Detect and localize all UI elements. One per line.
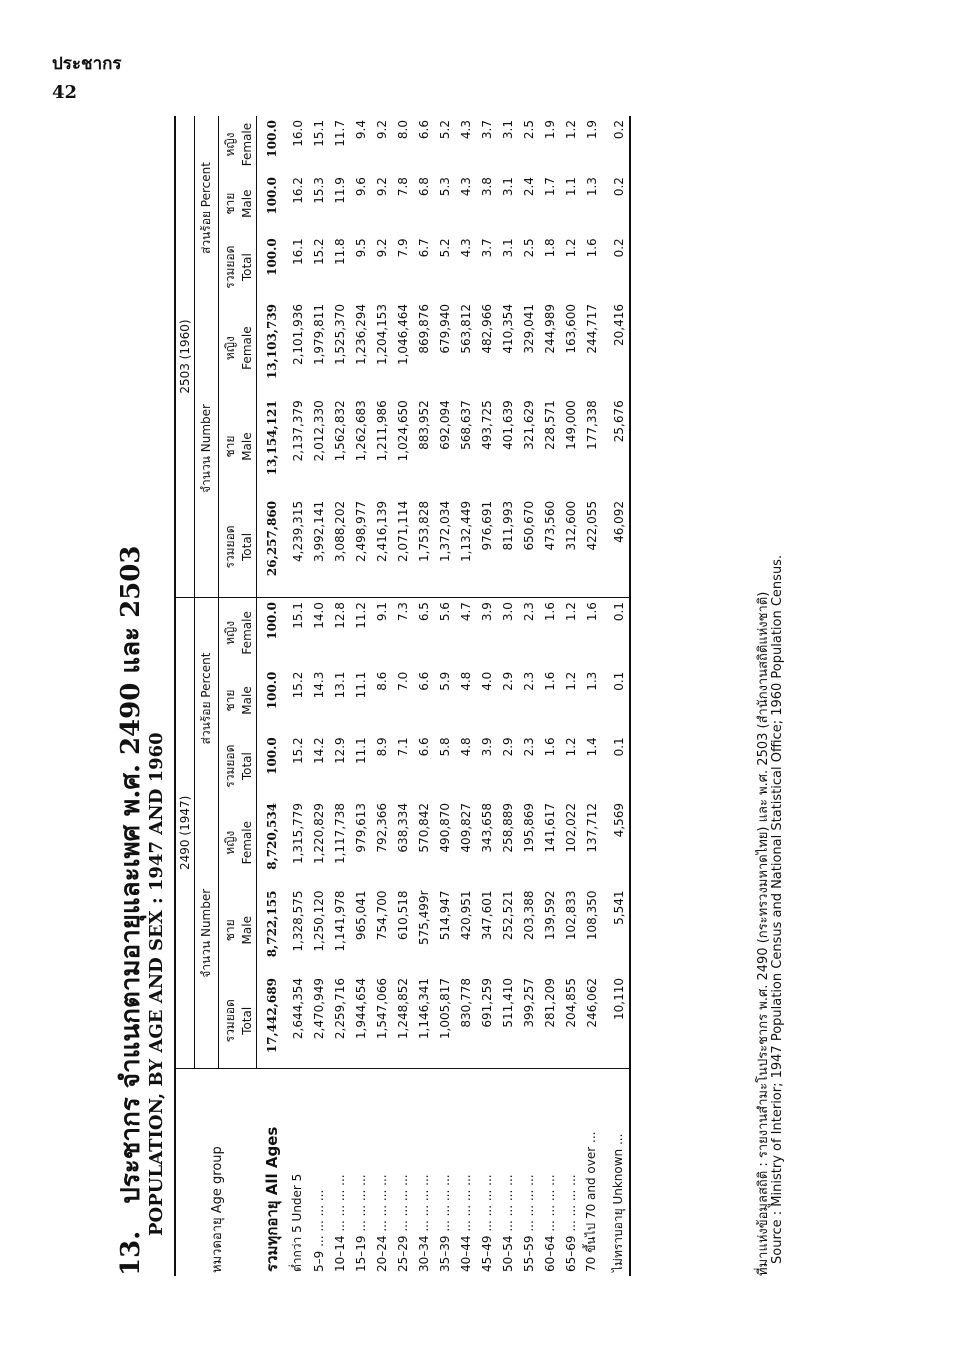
value-cell: 5.3 <box>437 177 452 197</box>
value-cell: 3.9 <box>479 737 494 757</box>
value-cell: 811,993 <box>497 497 518 598</box>
table-row <box>371 116 392 1276</box>
value-cell: 3.1 <box>500 238 515 258</box>
column-header-percent-1960-female <box>219 116 257 173</box>
value-cell: 5.2 <box>437 238 452 258</box>
year-header-1947: 2490 (1947) <box>175 598 195 1069</box>
column-header-percent-1960-male <box>219 173 257 234</box>
value-cell: 20,416 <box>611 303 626 346</box>
value-cell: 2.5 <box>521 238 536 258</box>
value-cell: 869,876 <box>416 303 431 354</box>
population-table <box>174 116 631 1276</box>
value-cell: 1.6 <box>542 602 557 622</box>
table-title-thai-text: ประชากร จำแนกตามอายุและเพศ พ.ศ. 2490 และ 2503 <box>116 545 146 1204</box>
value-cell: 1,525,370 <box>332 303 347 366</box>
value-cell: 1,132,449 <box>455 497 476 598</box>
column-header-number-1947-female <box>219 799 257 887</box>
value-cell: 638,334 <box>395 802 410 853</box>
value-cell: 246,062 <box>584 978 599 1028</box>
value-cell: 409,827 <box>458 802 473 853</box>
value-cell: 754,700 <box>374 890 389 941</box>
value-cell: 15.1 <box>290 602 305 629</box>
table-title-english: POPULATION, BY AGE AND SEX : 1947 AND 1960 <box>146 732 167 1236</box>
value-cell: 252,521 <box>500 890 515 941</box>
value-cell: 3.8 <box>479 177 494 197</box>
value-cell: 1.6 <box>542 737 557 757</box>
value-cell: 100.0 <box>265 737 279 775</box>
value-cell: 329,041 <box>521 303 536 354</box>
column-header-thai: ชาย <box>223 919 237 942</box>
age-group-cell: 30–34 ... ... ... ... <box>413 1068 434 1276</box>
value-cell: 5.2 <box>437 120 452 140</box>
value-cell: 1.6 <box>584 602 599 622</box>
value-cell: 14.3 <box>311 671 326 699</box>
value-cell: 570,842 <box>416 802 431 853</box>
value-cell: 312,600 <box>560 497 581 598</box>
value-cell: 12.8 <box>332 602 347 629</box>
age-group-cell: 5–9 ... ... ... ... <box>308 1068 329 1276</box>
value-cell: 11.7 <box>332 120 347 147</box>
value-cell: 2.5 <box>521 120 536 140</box>
age-group-cell: 15–19 ... ... ... ... <box>350 1068 371 1276</box>
page-header-word: ประชากร <box>52 54 122 74</box>
value-cell: 9.2 <box>374 120 389 140</box>
value-cell: 17,442,689 <box>265 978 279 1054</box>
column-header-number-1947-total <box>219 974 257 1068</box>
value-cell: 965,041 <box>353 890 368 941</box>
value-cell: 5.8 <box>437 737 452 757</box>
age-group-cell: 45–49 ... ... ... ... <box>476 1068 497 1276</box>
table-title-thai <box>110 116 146 1276</box>
table-row <box>392 116 413 1276</box>
value-cell: 6.6 <box>416 120 431 140</box>
value-cell: 1,024,650 <box>395 400 410 462</box>
value-cell: 15.3 <box>311 177 326 204</box>
column-header-thai: รวมยอด <box>223 245 237 289</box>
value-cell: 9.6 <box>353 177 368 197</box>
value-cell: 420,951 <box>458 890 473 941</box>
column-header-thai: หญิง <box>223 132 237 157</box>
value-cell: 2,498,977 <box>350 497 371 598</box>
value-cell: 244,989 <box>542 303 557 354</box>
value-cell: 2.3 <box>521 737 536 757</box>
value-cell: 399,257 <box>521 978 536 1028</box>
value-cell: 10,110 <box>611 978 626 1021</box>
value-cell: 1.8 <box>542 238 557 258</box>
value-cell: 6.5 <box>416 602 431 622</box>
value-cell: 141,617 <box>542 802 557 853</box>
age-group-cell: 40–44 ... ... ... ... <box>455 1068 476 1276</box>
column-header-english: Male <box>240 189 254 218</box>
value-cell: 11.1 <box>353 671 368 699</box>
value-cell: 1.3 <box>584 177 599 197</box>
value-cell: 1.4 <box>584 737 599 757</box>
value-cell: 1.7 <box>542 177 557 197</box>
value-cell: 1,146,341 <box>416 978 431 1040</box>
value-cell: 137,712 <box>584 802 599 853</box>
value-cell: 1.2 <box>563 120 578 140</box>
value-cell: 8,722,155 <box>265 890 279 958</box>
value-cell: 1,315,779 <box>290 802 305 865</box>
value-cell: 4,569 <box>611 802 626 838</box>
age-group-header: หมวดอายุ Age group <box>175 1068 257 1276</box>
page-number: 42 <box>52 82 78 103</box>
value-cell: 6.6 <box>416 671 431 691</box>
table-row-all-ages <box>257 116 288 1276</box>
value-cell: 1,141,978 <box>332 890 347 952</box>
value-cell: 3,992,141 <box>308 497 329 598</box>
value-cell: 6.6 <box>416 737 431 757</box>
value-cell: 5.6 <box>437 602 452 622</box>
value-cell: 108,350 <box>584 890 599 941</box>
column-header-english: Male <box>240 686 254 715</box>
table-row <box>539 116 560 1276</box>
column-header-number-1947-male <box>219 886 257 974</box>
value-cell: 177,338 <box>584 400 599 450</box>
column-header-number-1960-female <box>219 300 257 396</box>
percent-header-1947: ส่วนร้อย Percent <box>195 598 219 799</box>
value-cell: 9.4 <box>353 120 368 140</box>
value-cell: 13,103,739 <box>265 303 279 380</box>
value-cell: 12.9 <box>332 737 347 765</box>
value-cell: 25,676 <box>611 400 626 443</box>
column-header-thai: รวมยอด <box>223 744 237 788</box>
value-cell: 1,250,120 <box>311 890 326 952</box>
age-group-cell: 35–39 ... ... ... ... <box>434 1068 455 1276</box>
table-row <box>497 116 518 1276</box>
value-cell: 15.2 <box>290 737 305 765</box>
value-cell: 7.9 <box>395 238 410 258</box>
column-header-percent-1947-total <box>219 733 257 799</box>
value-cell: 204,855 <box>563 978 578 1028</box>
value-cell: 1,046,464 <box>395 303 410 366</box>
value-cell: 16.2 <box>290 177 305 204</box>
value-cell: 15.1 <box>311 120 326 147</box>
value-cell: 4.8 <box>458 737 473 757</box>
column-header-english: Total <box>240 532 254 561</box>
table-row <box>308 116 329 1276</box>
value-cell: 244,717 <box>584 303 599 354</box>
column-header-thai: หญิง <box>223 620 237 645</box>
value-cell: 8,720,534 <box>265 802 279 870</box>
column-header-english: Female <box>240 611 254 655</box>
column-header-percent-1947-female <box>219 598 257 668</box>
value-cell: 1.9 <box>542 120 557 140</box>
value-cell: 5,541 <box>611 890 626 925</box>
value-cell: 3.1 <box>500 120 515 140</box>
value-cell: 0.1 <box>611 602 626 622</box>
value-cell: 5.9 <box>437 671 452 691</box>
value-cell: 1,005,817 <box>437 978 452 1040</box>
value-cell: 511,410 <box>500 978 515 1028</box>
age-group-cell: 70 ขึ้นไป 70 and over ... <box>581 1068 602 1276</box>
value-cell: 2.4 <box>521 177 536 197</box>
value-cell: 1,262,683 <box>353 400 368 462</box>
value-cell: 1.6 <box>542 671 557 691</box>
value-cell: 9.5 <box>353 238 368 258</box>
value-cell: 100.0 <box>265 120 279 158</box>
column-header-english: Total <box>240 752 254 781</box>
value-cell: 102,833 <box>563 890 578 941</box>
value-cell: 14.0 <box>311 602 326 629</box>
value-cell: 482,966 <box>479 303 494 354</box>
value-cell: 3.1 <box>500 177 515 197</box>
value-cell: 14.2 <box>311 737 326 765</box>
column-header-percent-1960-total <box>219 234 257 300</box>
value-cell: 3,088,202 <box>329 497 350 598</box>
value-cell: 8.6 <box>374 671 389 691</box>
value-cell: 3.0 <box>500 602 515 622</box>
value-cell: 1,372,034 <box>434 497 455 598</box>
value-cell: 6.7 <box>416 238 431 258</box>
value-cell: 976,691 <box>476 497 497 598</box>
value-cell: 1,979,811 <box>311 303 326 366</box>
value-cell: 490,870 <box>437 802 452 853</box>
value-cell: 8.9 <box>374 737 389 757</box>
value-cell: 258,889 <box>500 802 515 853</box>
table-body <box>257 116 631 1276</box>
value-cell: 3.9 <box>479 602 494 622</box>
age-group-cell: ต่ำกว่า 5 Under 5 <box>287 1068 308 1276</box>
value-cell: 0.1 <box>611 671 626 691</box>
column-header-english: Male <box>240 916 254 945</box>
value-cell: 514,947 <box>437 890 452 941</box>
value-cell: 568,637 <box>458 400 473 450</box>
value-cell: 149,000 <box>563 400 578 450</box>
value-cell: 2,644,354 <box>290 978 305 1040</box>
value-cell: 4.3 <box>458 120 473 140</box>
value-cell: 321,629 <box>521 400 536 450</box>
value-cell: 2,071,114 <box>392 497 413 598</box>
value-cell: 1,944,654 <box>353 978 368 1040</box>
column-header-english: Male <box>240 432 254 461</box>
value-cell: 692,094 <box>437 400 452 450</box>
value-cell: 1,328,575 <box>290 890 305 952</box>
percent-header-1960: ส่วนร้อย Percent <box>195 116 219 300</box>
value-cell: 1.9 <box>584 120 599 140</box>
table-row <box>560 116 581 1276</box>
value-cell: 100.0 <box>265 238 279 276</box>
column-header-thai: รวมยอด <box>223 525 237 569</box>
age-group-cell: ไม่ทราบอายุ Unknown ... <box>602 1068 630 1276</box>
column-header-number-1960-total <box>219 497 257 598</box>
age-group-cell: 20–24 ... ... ... ... <box>371 1068 392 1276</box>
number-header-1947: จำนวน Number <box>195 799 219 1068</box>
value-cell: 15.2 <box>290 671 305 699</box>
value-cell: 11.1 <box>353 737 368 765</box>
value-cell: 4.3 <box>458 238 473 258</box>
value-cell: 4.3 <box>458 177 473 197</box>
value-cell: 493,725 <box>479 400 494 450</box>
value-cell: 228,571 <box>542 400 557 450</box>
value-cell: 575,499r <box>416 890 431 946</box>
value-cell: 1,248,852 <box>395 978 410 1040</box>
value-cell: 1,562,832 <box>332 400 347 462</box>
value-cell: 7.3 <box>395 602 410 622</box>
table-row <box>476 116 497 1276</box>
value-cell: 1,211,986 <box>374 400 389 462</box>
value-cell: 195,869 <box>521 802 536 853</box>
age-group-cell: 25–29 ... ... ... ... <box>392 1068 413 1276</box>
value-cell: 1.2 <box>563 602 578 622</box>
value-cell: 1.2 <box>563 238 578 258</box>
value-cell: 13,154,121 <box>265 400 279 476</box>
age-group-cell: 50–54 ... ... ... ... <box>497 1068 518 1276</box>
value-cell: 9.1 <box>374 602 389 622</box>
rotated-table-block <box>110 116 810 1276</box>
value-cell: 203,388 <box>521 890 536 941</box>
value-cell: 2,416,139 <box>371 497 392 598</box>
value-cell: 100.0 <box>265 671 279 710</box>
value-cell: 4,239,315 <box>287 497 308 598</box>
value-cell: 163,600 <box>563 303 578 354</box>
table-row <box>434 116 455 1276</box>
value-cell: 1,753,828 <box>413 497 434 598</box>
value-cell: 7.0 <box>395 671 410 691</box>
value-cell: 2,012,330 <box>311 400 326 462</box>
value-cell: 830,778 <box>458 978 473 1028</box>
value-cell: 343,658 <box>479 802 494 853</box>
column-header-english: Total <box>240 1006 254 1035</box>
table-row <box>350 116 371 1276</box>
value-cell: 9.2 <box>374 238 389 258</box>
column-header-english: Female <box>240 326 254 370</box>
table-number: 13. <box>116 1230 146 1276</box>
age-group-cell: 65–69 ... ... ... ... <box>560 1068 581 1276</box>
source-note-thai: ที่มาแห่งข้อมูลสถิติ : รายงานสำมะโนประชากร พ.ศ. 2490 (กระทรวงมหาดไทย) และ พ.ศ. 2503 (สำนักงานสถิติแห่งชาติ) <box>756 591 771 1276</box>
value-cell: 11.9 <box>332 177 347 204</box>
value-cell: 8.0 <box>395 120 410 140</box>
value-cell: 13.1 <box>332 671 347 699</box>
value-cell: 4.7 <box>458 602 473 622</box>
value-cell: 9.2 <box>374 177 389 197</box>
value-cell: 650,670 <box>518 497 539 598</box>
age-group-cell: รวมทุกอายุ All Ages <box>257 1068 288 1276</box>
value-cell: 2,259,716 <box>332 978 347 1040</box>
column-header-english: Female <box>240 122 254 167</box>
column-header-english: Female <box>240 821 254 865</box>
value-cell: 563,812 <box>458 303 473 354</box>
value-cell: 610,518 <box>395 890 410 941</box>
age-group-cell: 60–64 ... ... ... ... <box>539 1068 560 1276</box>
value-cell: 16.1 <box>290 238 305 266</box>
value-cell: 0.1 <box>611 737 626 757</box>
value-cell: 2.3 <box>521 602 536 622</box>
table-row <box>518 116 539 1276</box>
value-cell: 679,940 <box>437 303 452 354</box>
column-header-thai: ชาย <box>223 192 237 215</box>
value-cell: 7.8 <box>395 177 410 197</box>
value-cell: 26,257,860 <box>257 497 288 598</box>
value-cell: 1.1 <box>563 177 578 197</box>
source-note-english: Source : Ministry of Interior; 1947 Population Census and National Statistical Office; 1960 Population Census. <box>770 554 785 1264</box>
value-cell: 979,613 <box>353 802 368 853</box>
value-cell: 2,470,949 <box>311 978 326 1040</box>
value-cell: 4.8 <box>458 671 473 691</box>
column-header-english: Total <box>240 253 254 282</box>
value-cell: 2.3 <box>521 671 536 691</box>
column-header-number-1960-male <box>219 396 257 497</box>
value-cell: 1,547,066 <box>374 978 389 1040</box>
value-cell: 422,055 <box>581 497 602 598</box>
value-cell: 102,022 <box>563 802 578 853</box>
value-cell: 11.2 <box>353 602 368 629</box>
value-cell: 7.1 <box>395 737 410 757</box>
value-cell: 1.3 <box>584 671 599 691</box>
value-cell: 2,101,936 <box>290 303 305 366</box>
age-group-cell: 55–59 ... ... ... ... <box>518 1068 539 1276</box>
value-cell: 100.0 <box>265 602 279 640</box>
value-cell: 15.2 <box>311 238 326 266</box>
column-header-thai: ชาย <box>223 435 237 458</box>
value-cell: 4.0 <box>479 671 494 691</box>
value-cell: 46,092 <box>602 497 630 598</box>
value-cell: 473,560 <box>539 497 560 598</box>
value-cell: 347,601 <box>479 890 494 941</box>
number-header-1960: จำนวน Number <box>195 300 219 598</box>
value-cell: 1,220,829 <box>311 802 326 865</box>
value-cell: 11.8 <box>332 238 347 266</box>
value-cell: 2.9 <box>500 671 515 691</box>
table-row <box>602 116 630 1276</box>
year-header-1960: 2503 (1960) <box>175 116 195 598</box>
value-cell: 410,354 <box>500 303 515 354</box>
table-row <box>581 116 602 1276</box>
value-cell: 1.6 <box>584 238 599 258</box>
column-header-thai: หญิง <box>223 336 237 361</box>
table-row <box>287 116 308 1276</box>
column-header-thai: หญิง <box>223 830 237 855</box>
value-cell: 3.7 <box>479 238 494 258</box>
value-cell: 100.0 <box>265 177 279 215</box>
value-cell: 0.2 <box>611 120 626 140</box>
value-cell: 6.8 <box>416 177 431 197</box>
value-cell: 1,204,153 <box>374 303 389 366</box>
value-cell: 1,236,294 <box>353 303 368 366</box>
value-cell: 792,366 <box>374 802 389 853</box>
column-header-percent-1947-male <box>219 668 257 734</box>
value-cell: 883,952 <box>416 400 431 450</box>
value-cell: 3.7 <box>479 120 494 140</box>
column-header-thai: รวมยอด <box>223 999 237 1043</box>
value-cell: 2,137,379 <box>290 400 305 462</box>
column-header-thai: ชาย <box>223 689 237 712</box>
value-cell: 401,639 <box>500 400 515 450</box>
value-cell: 139,592 <box>542 890 557 941</box>
value-cell: 1.2 <box>563 671 578 691</box>
table-row <box>455 116 476 1276</box>
table-row <box>413 116 434 1276</box>
age-group-cell: 10–14 ... ... ... ... <box>329 1068 350 1276</box>
value-cell: 1.2 <box>563 737 578 757</box>
table-row <box>329 116 350 1276</box>
value-cell: 1,117,738 <box>332 802 347 865</box>
value-cell: 281,209 <box>542 978 557 1028</box>
value-cell: 2.9 <box>500 737 515 757</box>
value-cell: 16.0 <box>290 120 305 147</box>
value-cell: 0.2 <box>611 177 626 197</box>
value-cell: 0.2 <box>611 238 626 258</box>
value-cell: 691,259 <box>479 978 494 1028</box>
